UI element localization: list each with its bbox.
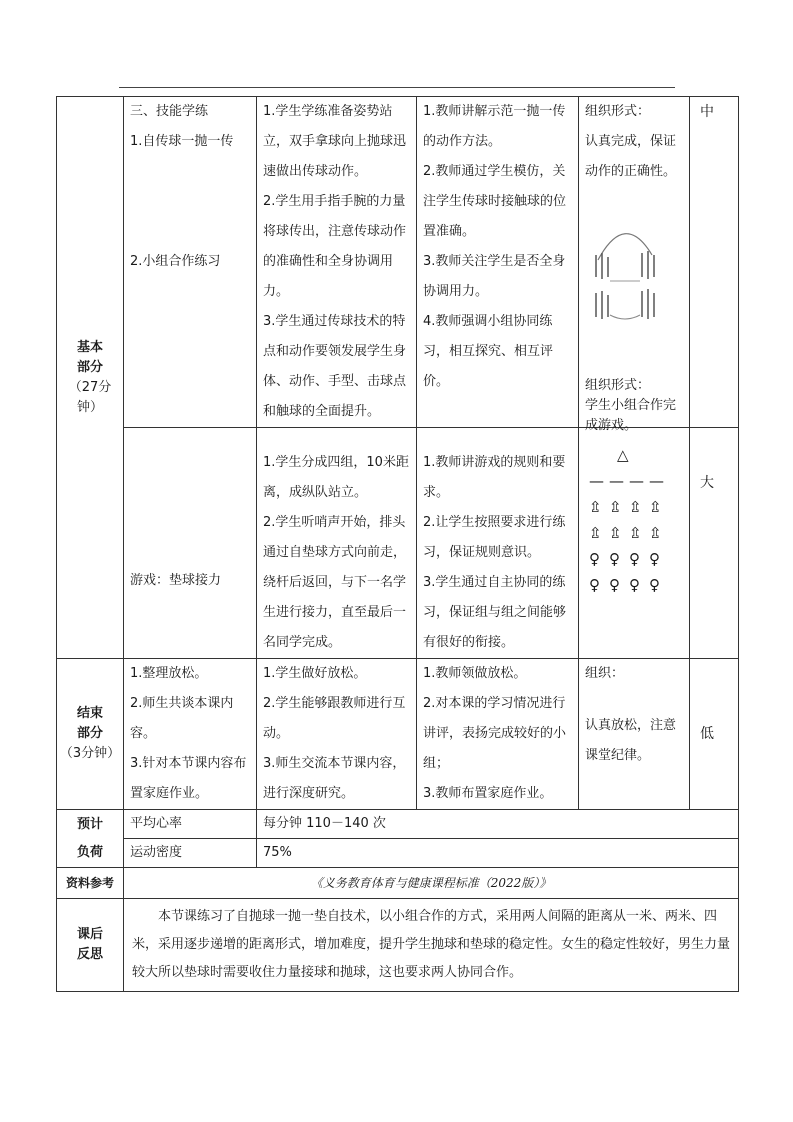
end-content-item: 3.针对本节课内容布置家庭作业。 xyxy=(130,756,247,801)
basic-row-2 xyxy=(57,428,739,659)
end-org-text: 认真放松，注意课堂纪律。 xyxy=(585,718,677,763)
end-student-cell xyxy=(257,659,417,810)
intensity-cell-b xyxy=(690,428,739,659)
end-student-item: 3.师生交流本节课内容，进行深度研究。 xyxy=(263,756,406,801)
female-student-icon: ♀ xyxy=(629,550,640,568)
hr-label: 平均心率 xyxy=(130,816,183,831)
reference-text-cell xyxy=(124,868,739,899)
load-title: 预计 负荷 xyxy=(76,816,103,860)
load-row-density xyxy=(57,839,739,868)
end-section-cell xyxy=(57,659,124,810)
intensity-value: 低 xyxy=(700,726,714,742)
reflection-row xyxy=(57,899,739,992)
basic-content-cell xyxy=(124,97,257,428)
hr-label-cell xyxy=(124,810,257,839)
female-student-icon: ♀ xyxy=(609,576,620,594)
female-student-icon: ♀ xyxy=(649,550,660,568)
hr-value-cell xyxy=(257,810,739,839)
basic-teacher-cell xyxy=(417,97,579,428)
density-label-cell xyxy=(124,839,257,868)
end-org-cell xyxy=(579,659,690,810)
male-student-icon: ⇫ xyxy=(609,524,622,542)
teacher-item: 3.学生通过自主协同的练习，保证组与组之间能够有很好的衔接。 xyxy=(423,575,567,650)
skill-item-1: 1.自传球一抛一传 xyxy=(130,134,234,149)
end-student-item: 1.学生做好放松。 xyxy=(263,666,367,681)
game-org-cell xyxy=(579,378,690,659)
end-student-item: 2.学生能够跟教师进行互动。 xyxy=(263,696,406,741)
header-rule xyxy=(119,87,675,88)
end-org-label: 组织： xyxy=(585,666,625,681)
basic-section-title: 基本 部分 xyxy=(76,339,103,375)
end-teacher-item: 3.教师布置家庭作业。 xyxy=(423,786,553,801)
end-teacher-item: 1.教师领做放松。 xyxy=(423,666,527,681)
hr-value: 每分钟 110－140 次 xyxy=(263,816,386,831)
basic-student-cell xyxy=(257,97,417,428)
student-item: 1.学生学练准备姿势站立，双手拿球向上抛球迅速做出传球动作。 xyxy=(263,104,407,179)
basic-section-duration: （27分钟） xyxy=(68,379,112,415)
line-dash-icon: — xyxy=(609,472,624,490)
density-value: 75% xyxy=(263,845,292,860)
teacher-item: 3.教师关注学生是否全身协调用力。 xyxy=(423,254,566,299)
reference-title-cell xyxy=(57,868,124,899)
org-text-b: 组织形式： 学生小组合作完成游戏。 xyxy=(585,378,677,433)
game-formation xyxy=(589,442,683,598)
male-student-icon: ⇫ xyxy=(589,498,602,516)
female-student-icon: ♀ xyxy=(649,576,660,594)
density-label: 运动密度 xyxy=(130,845,183,860)
end-section-duration: （3分钟） xyxy=(59,746,121,761)
end-row xyxy=(57,659,739,810)
lesson-plan-table xyxy=(56,96,739,992)
student-item: 2.学生用手指手腕的力量将球传出，注意传球动作的准确性和全身协调用力。 xyxy=(263,194,407,299)
teacher-item: 2.让学生按照要求进行练习，保证规则意识。 xyxy=(423,515,566,560)
male-student-icon: ⇫ xyxy=(649,524,662,542)
reference-row xyxy=(57,868,739,899)
line-dash-icon: — xyxy=(649,472,664,490)
load-row-hr xyxy=(57,810,739,839)
load-section-cell xyxy=(57,810,124,868)
end-content-item: 1.整理放松。 xyxy=(130,666,208,681)
passing-formation-diagram xyxy=(590,215,660,335)
female-student-icon: ♀ xyxy=(589,550,600,568)
end-teacher-item: 2.对本课的学习情况进行讲评，表扬完成较好的小组； xyxy=(423,696,567,771)
intensity-cell-a xyxy=(690,97,739,428)
student-item: 3.学生通过传球技术的特点和动作要领发展学生身体、动作、手型、击球点和触球的全面提升。 xyxy=(263,314,407,419)
male-student-icon: ⇫ xyxy=(629,524,642,542)
male-student-icon: ⇫ xyxy=(629,498,642,516)
line-dash-icon: — xyxy=(629,472,644,490)
male-student-icon: ⇫ xyxy=(589,524,602,542)
teacher-item: 1.教师讲游戏的规则和要求。 xyxy=(423,455,566,500)
reflection-text-cell xyxy=(124,899,739,992)
end-intensity-cell xyxy=(690,659,739,810)
density-value-cell xyxy=(257,839,739,868)
skill-item-2: 2.小组合作练习 xyxy=(130,254,221,269)
skill-heading: 三、技能学练 xyxy=(130,104,209,119)
student-item: 1.学生分成四组，10米距离，成纵队站立。 xyxy=(263,455,409,500)
intensity-value: 中 xyxy=(700,104,714,120)
reference-text: 《义务教育体育与健康课程标准（2022版）》 xyxy=(310,876,552,890)
end-teacher-cell xyxy=(417,659,579,810)
reflection-text: 本节课练习了自抛球一抛一垫自技术，以小组合作的方式，采用两人间隔的距离从一米、两米、四米，采用逐步递增的距离形式，增加难度，提升学生抛球和垫球的稳定性。女生的稳定性较好，男生力量较大所以垫球时需要收住力量接球和抛球，这也要求两人协同合作。 xyxy=(132,909,731,980)
reference-title: 资料参考 xyxy=(65,876,114,890)
student-item: 2.学生听哨声开始，排头通过自垫球方式向前走，绕杆后返回，与下一名学生进行接力，直至最后一名同学完成。 xyxy=(263,515,407,650)
teacher-triangle-icon: △ xyxy=(617,446,629,464)
game-label: 游戏：垫球接力 xyxy=(130,573,222,588)
end-content-cell xyxy=(124,659,257,810)
game-teacher-cell xyxy=(417,428,579,659)
game-student-cell xyxy=(257,428,417,659)
teacher-item: 4.教师强调小组协同练习，相互探究、相互评价。 xyxy=(423,314,554,389)
teacher-item: 1.教师讲解示范一抛一传的动作方法。 xyxy=(423,104,566,149)
intensity-value: 大 xyxy=(700,475,714,491)
reflection-title: 课后 反思 xyxy=(76,927,103,962)
basic-section-cell xyxy=(57,97,124,659)
male-student-icon: ⇫ xyxy=(649,498,662,516)
line-dash-icon: — xyxy=(589,472,604,490)
teacher-item: 2.教师通过学生模仿，关注学生传球时接触球的位置准确。 xyxy=(423,164,567,239)
male-student-icon: ⇫ xyxy=(609,498,622,516)
female-student-icon: ♀ xyxy=(609,550,620,568)
game-cell xyxy=(124,428,257,659)
org-text-a: 组织形式： 认真完成，保证动作的正确性。 xyxy=(585,104,677,179)
female-student-icon: ♀ xyxy=(589,576,600,594)
female-student-icon: ♀ xyxy=(629,576,640,594)
end-section-title: 结束 部分 xyxy=(76,706,103,741)
end-content-item: 2.师生共谈本课内容。 xyxy=(130,696,234,741)
reflection-title-cell xyxy=(57,899,124,992)
